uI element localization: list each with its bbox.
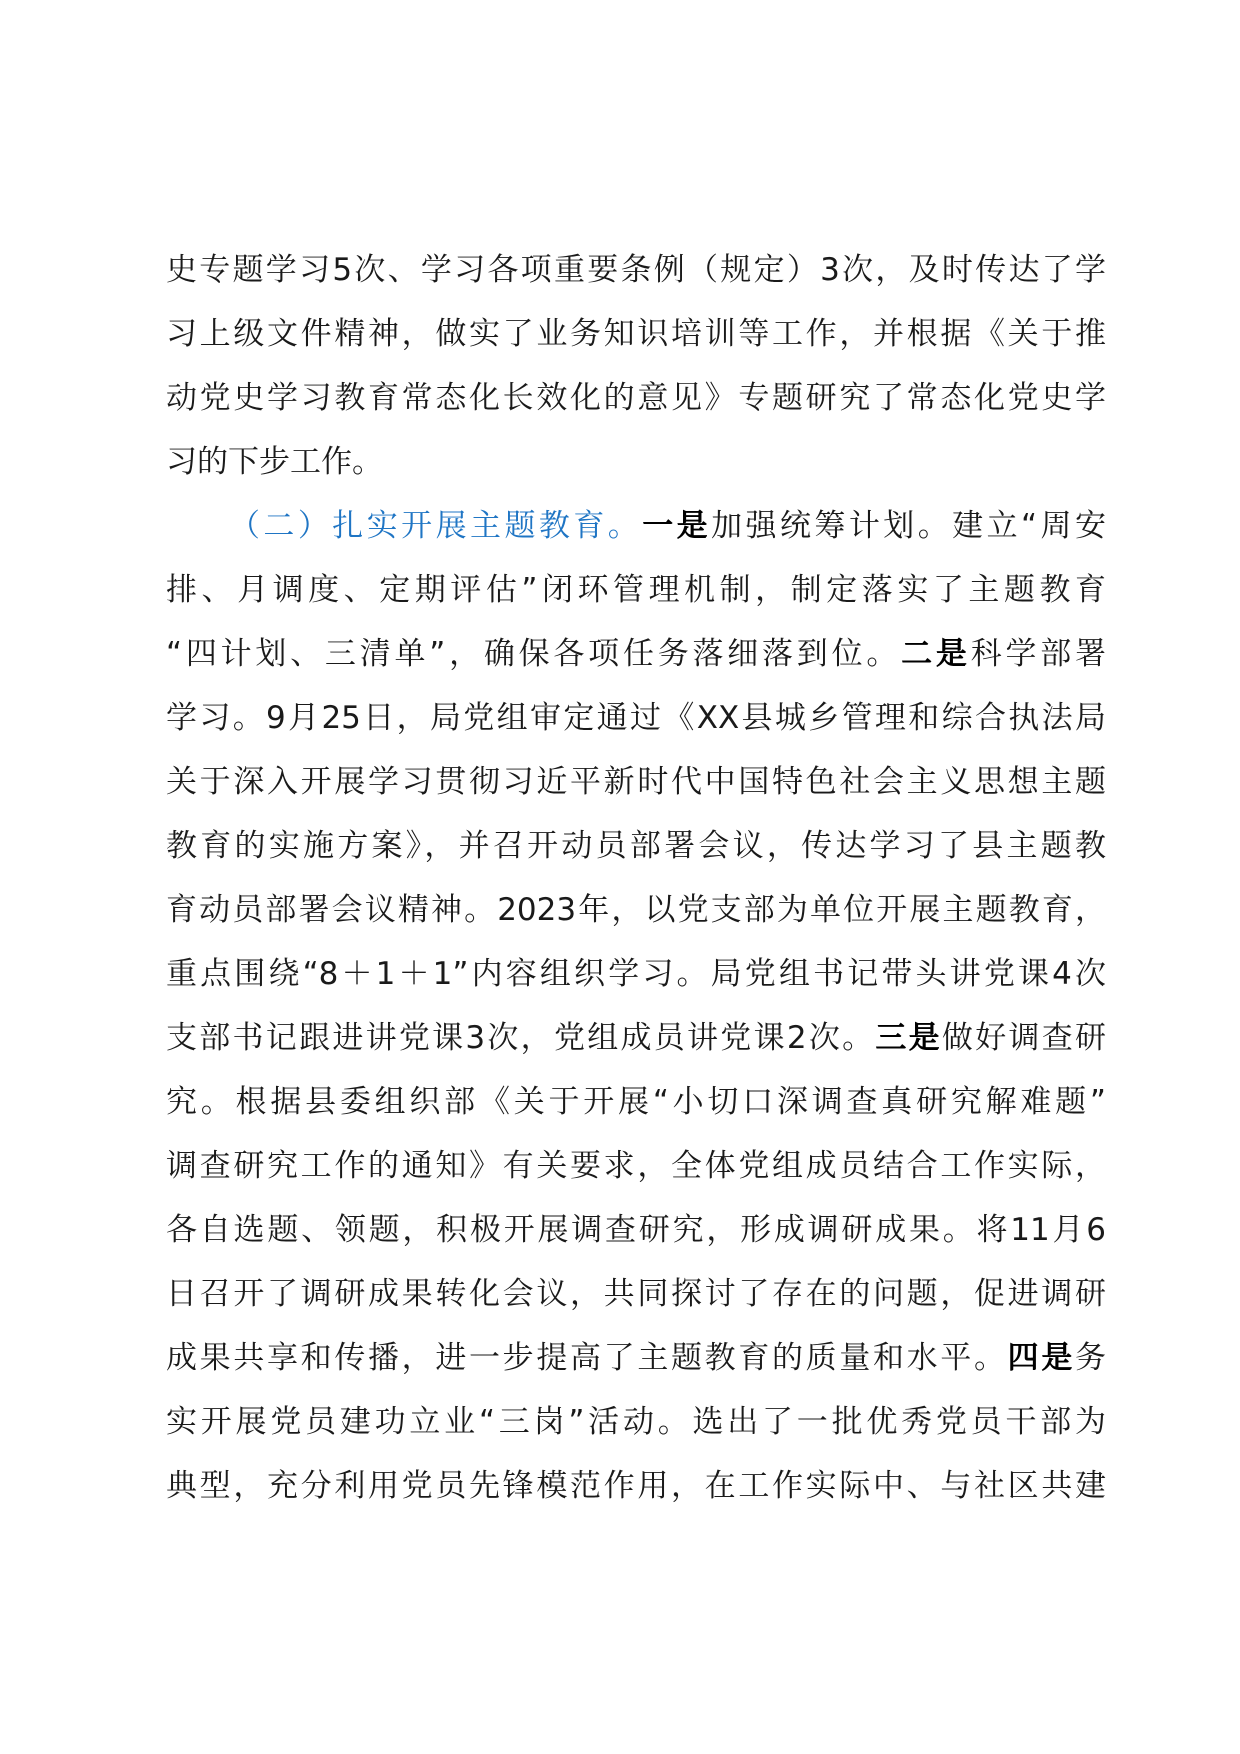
line-text: “四计划、三清单”，确保各项任务落细落到位。 [166, 636, 902, 672]
paragraph-line: 教育的实施方案》，并召开动员部署会议，传达学习了县主题教 [166, 828, 1106, 864]
paragraph-line: 育动员部署会议精神。2023年，以党支部为单位开展主题教育， [166, 892, 1106, 928]
paragraph-line: 日召开了调研成果转化会议，共同探讨了存在的问题，促进调研 [166, 1276, 1106, 1312]
paragraph-line: 究。根据县委组织部《关于开展“小切口深调查真研究解难题” [166, 1084, 1106, 1120]
paragraph-line [166, 494, 1106, 558]
paragraph-line [166, 1326, 1106, 1390]
paragraph-line [166, 622, 1106, 686]
ordinal-marker: 四是 [1007, 1340, 1076, 1376]
line-text: 做好调查研 [941, 1020, 1106, 1056]
line-text: 务 [1075, 1340, 1107, 1376]
paragraph-line: 调查研究工作的通知》有关要求，全体党组成员结合工作实际， [166, 1148, 1106, 1184]
line-text: 加强统筹计划。建立“周安 [711, 508, 1106, 544]
section-heading: （二）扎实开展主题教育。 [229, 508, 643, 544]
paragraph-line [166, 1006, 1106, 1070]
paragraph-line: 习的下步工作。 [166, 444, 383, 480]
paragraph-line: 各自选题、领题，积极开展调查研究，形成调研成果。将11月6 [166, 1212, 1106, 1248]
body-text [166, 238, 1106, 1518]
paragraph-line: 习上级文件精神，做实了业务知识培训等工作，并根据《关于推 [166, 316, 1106, 352]
paragraph-line: 排、月调度、定期评估”闭环管理机制，制定落实了主题教育 [166, 572, 1106, 608]
ordinal-marker: 二是 [901, 636, 971, 672]
ordinal-marker: 一是 [642, 508, 712, 544]
paragraph-line: 动党史学习教育常态化长效化的意见》专题研究了常态化党史学 [166, 380, 1106, 416]
line-text: 支部书记跟进讲党课3次，党组成员讲党课2次。 [166, 1020, 876, 1056]
paragraph-line: 典型，充分利用党员先锋模范作用，在工作实际中、与社区共建 [166, 1468, 1106, 1504]
paragraph-line: 重点围绕“8＋1＋1”内容组织学习。局党组书记带头讲党课4次 [166, 956, 1106, 992]
line-text: 科学部署 [970, 636, 1107, 672]
paragraph-line: 关于深入开展学习贯彻习近平新时代中国特色社会主义思想主题 [166, 764, 1106, 800]
paragraph-line: 实开展党员建功立业“三岗”活动。选出了一批优秀党员干部为 [166, 1404, 1106, 1440]
paragraph-line: 史专题学习5次、学习各项重要条例（规定）3次，及时传达了学 [166, 252, 1106, 288]
ordinal-marker: 三是 [875, 1020, 942, 1056]
paragraph-line: 学习。9月25日，局党组审定通过《XX县城乡管理和综合执法局 [166, 700, 1106, 736]
line-text: 成果共享和传播，进一步提高了主题教育的质量和水平。 [166, 1340, 1008, 1376]
